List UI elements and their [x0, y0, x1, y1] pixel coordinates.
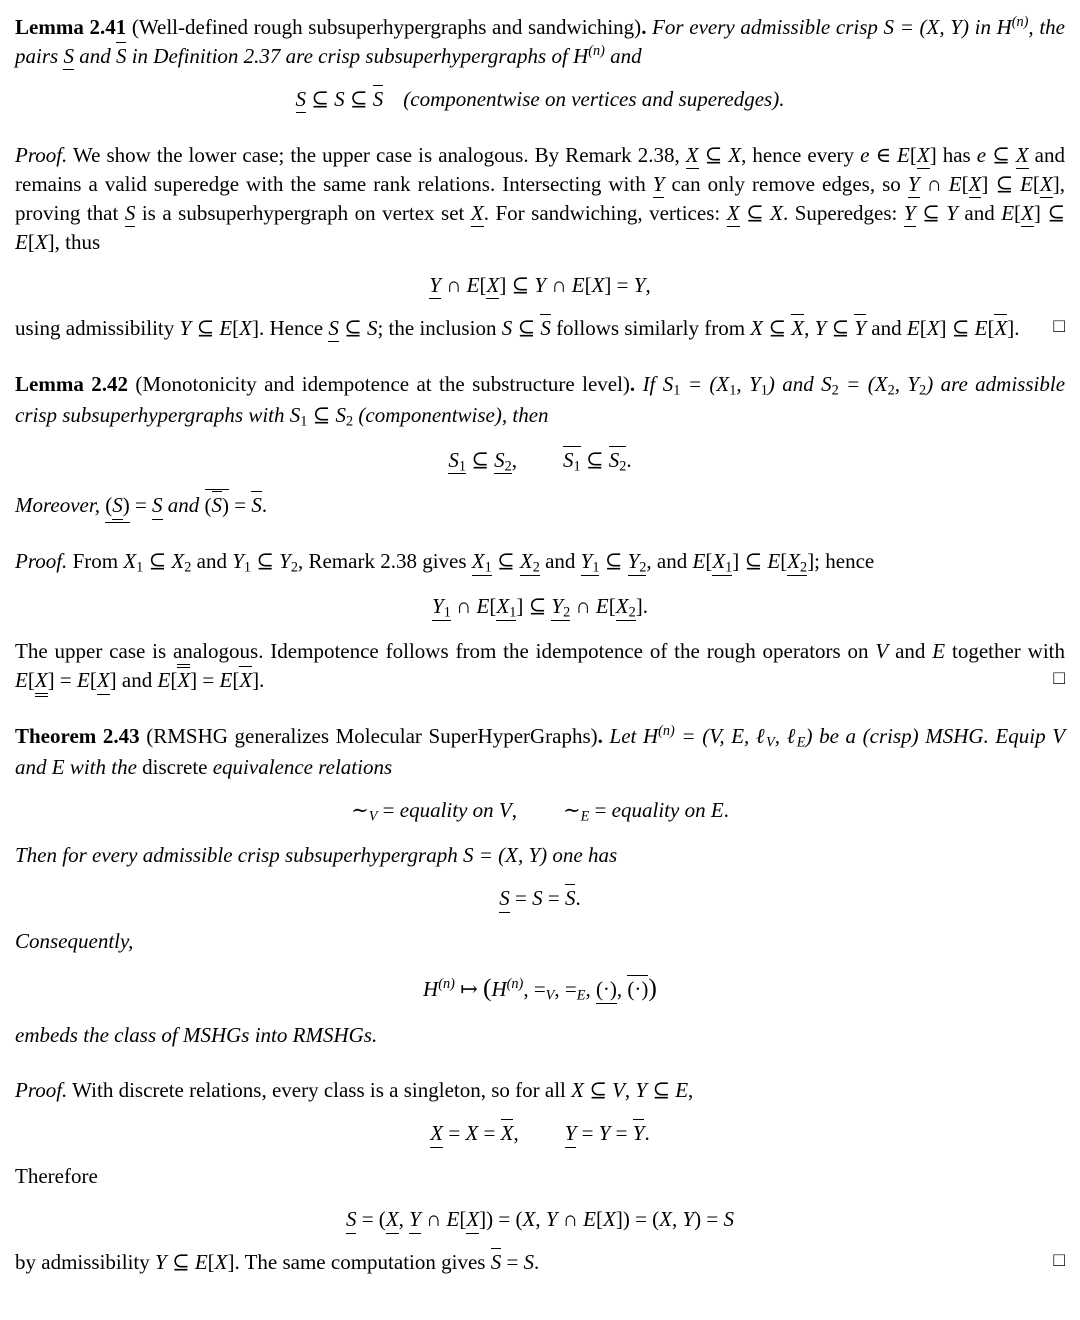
eq-lower-computation: S = (X, Y ∩ E[X]) = (X, Y ∩ E[X]) = (X, Y) = S: [15, 1205, 1065, 1234]
proof-2-43-para-2: by admissibility Y ⊆ E[X]. The same computation gives S = S. □: [15, 1250, 1065, 1275]
eq-lower-superedge-bound: Y ∩ E[X] ⊆ Y ∩ E[X] = Y,: [15, 271, 1065, 300]
proof-2-42-para-1: Proof. From X1 ⊆ X2 and Y1 ⊆ Y2, Remark 2.38 gives X1 ⊆ X2 and Y1 ⊆ Y2, and E[X1] ⊆ E[X2]; hence: [15, 549, 875, 576]
theorem-2-43-then: Then for every admissible crisp subsuperhypergraph S = (X, Y) one has: [15, 843, 618, 868]
proof-2-41-para-2: using admissibility Y ⊆ E[X]. Hence S ⊆ S; the inclusion S ⊆ S follows similarly from X ⊆ X, Y ⊆ Y and E[X] ⊆ E[X]. □: [15, 314, 1065, 343]
proof-2-43-para-1: Proof. With discrete relations, every class is a singleton, so for all X ⊆ V, Y ⊆ E,: [15, 1078, 694, 1103]
lemma-2-42-statement: Lemma 2.42 (Monotonicity and idempotence at the substructure level). If S1 = (X1, Y1) and S2 = (X2, Y2) are admissible crisp subsuperhypergraphs with S1 ⊆ S2 (componentwise), then: [15, 371, 1066, 430]
proof-2-41-para-1: Proof. We show the lower case; the upper case is analogous. By Remark 2.38, X ⊆ X, hence every e ∈ E[X] has e ⊆ X and remains a valid superedge with the same rank relations. Intersecting with Y can only remove edges, so Y ∩ E[X] ⊆ E[X], proving that S is a subsuperhypergraph on vertex set X. For sandwiching, vertices: X ⊆ X. Superedges: Y ⊆ Y and E[X] ⊆ E[X], thus: [15, 142, 1065, 254]
proof-2-42-para-2: The upper case is analogous. Idempotence follows from the idempotence of the rough operators on V and E together with E[X] = E[X] and E[X] = E[X]. □: [15, 637, 1065, 695]
proof-2-43-therefore: Therefore: [15, 1164, 98, 1189]
qed-box: □: [1053, 668, 1065, 690]
eq-triple-equality: S = S = S.: [15, 884, 1065, 913]
lemma-2-42-moreover: Moreover, (S) = S and (S) = S.: [15, 491, 1065, 520]
eq-monotone-intersection: Y1 ∩ E[X1] ⊆ Y2 ∩ E[X2].: [432, 594, 648, 621]
theorem-2-43-statement: Theorem 2.43 (RMSHG generalizes Molecular SuperHyperGraphs). Let $H^{(n)} = (V$, E, ℓV, ℓE) be a (crisp) MSHG. Equip V and E with the discrete equivalence relations: [15, 723, 1066, 780]
eq-embedding-map: $H^{(n)}$ ↦ ($H^{(n)}$, =V, =E, (·), (·)): [423, 973, 657, 1004]
eq-monotonicity: S1 ⊆ S2, S1 ⊆ S2.: [448, 447, 632, 475]
eq-sandwich: S ⊆ S ⊆ S (componentwise on vertices and superedges).: [15, 85, 1065, 114]
qed-box: □: [1053, 315, 1065, 337]
theorem-2-43-consequently: Consequently,: [15, 929, 134, 954]
lemma-2-41-statement: Lemma 2.41 (Well-defined rough subsuperhypergraphs and sandwiching). For every admissible crisp S = (X, Y) in $H^{(n)}$, the pairs S and S in Definition 2.37 are crisp subsuperhypergraphs of $H^{(n)}$ and: [15, 13, 1065, 71]
qed-box: □: [1053, 1250, 1065, 1272]
eq-pointwise-equality: X = X = X, Y = Y = Y.: [15, 1119, 1065, 1148]
eq-discrete-relations: ∼V = equality on V, ∼E = equality on E.: [351, 798, 729, 825]
theorem-2-43-embeds: embeds the class of MSHGs into RMSHGs.: [15, 1022, 378, 1047]
